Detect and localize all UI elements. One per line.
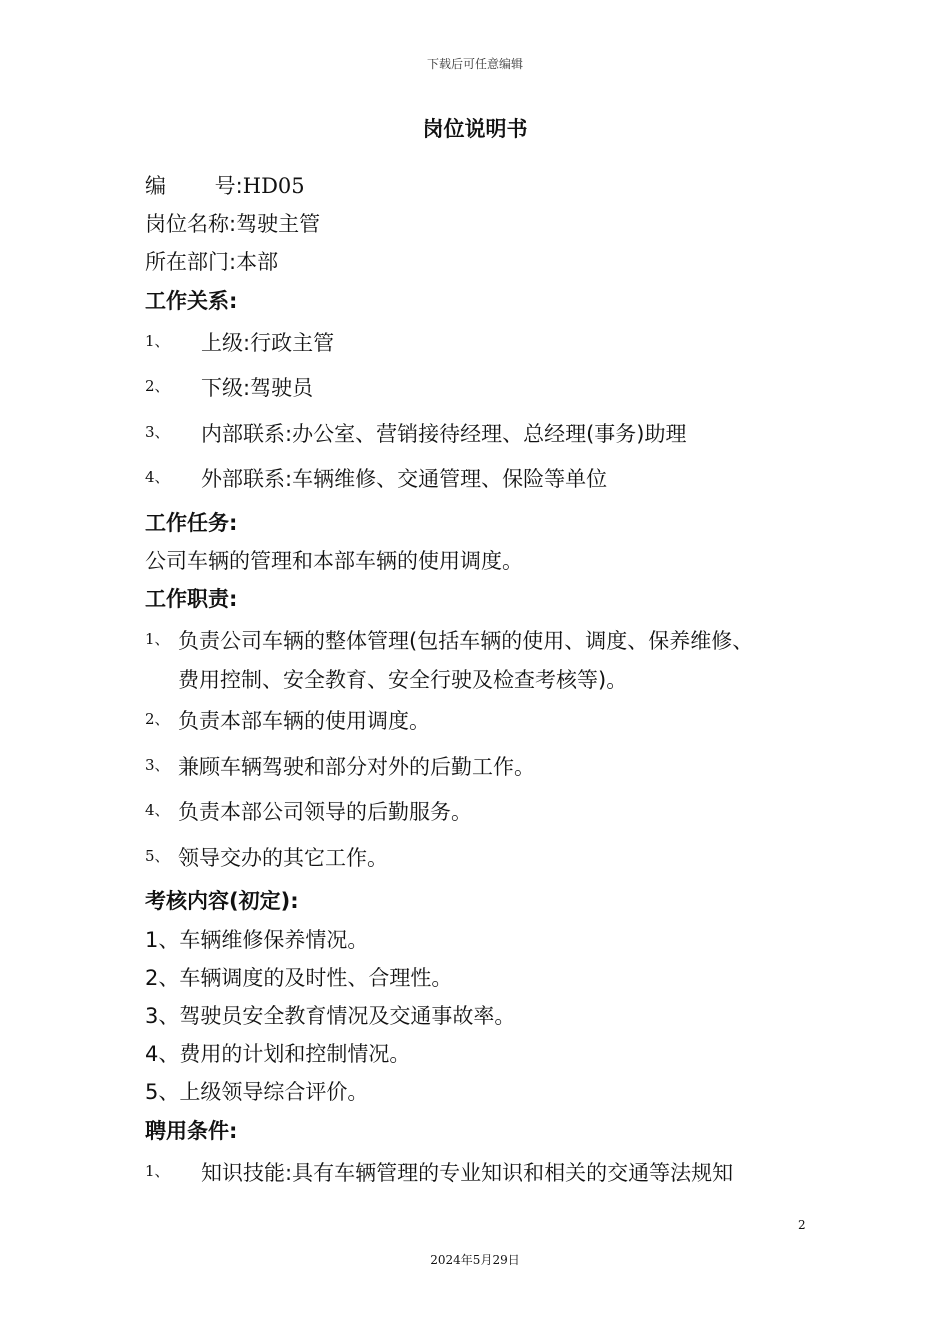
duties-heading: 工作职责: bbox=[145, 587, 238, 611]
duty-item bbox=[145, 705, 430, 733]
department-line: 所在部门:本部 bbox=[145, 250, 279, 274]
position-line: 岗位名称:驾驶主管 bbox=[145, 212, 321, 236]
task-text: 公司车辆的管理和本部车辆的使用调度。 bbox=[145, 549, 523, 573]
task-heading: 工作任务: bbox=[145, 511, 238, 535]
duty-item-number: 3、 bbox=[145, 756, 170, 774]
condition-item-number: 1、 bbox=[145, 1162, 170, 1180]
assessment-item: 3、驾驶员安全教育情况及交通事故率。 bbox=[145, 1004, 516, 1028]
assessment-item: 2、车辆调度的及时性、合理性。 bbox=[145, 966, 453, 990]
duty-item-number: 2、 bbox=[145, 710, 170, 728]
relation-item bbox=[145, 463, 608, 491]
assessment-item: 4、费用的计划和控制情况。 bbox=[145, 1042, 411, 1066]
duty-item bbox=[145, 751, 535, 779]
code-line bbox=[145, 170, 305, 200]
relation-item bbox=[145, 327, 335, 355]
duty-item bbox=[145, 842, 388, 870]
code-label: 编 号: bbox=[145, 174, 243, 198]
relation-item-text: 外部联系:车辆维修、交通管理、保险等单位 bbox=[201, 467, 608, 491]
relations-heading: 工作关系: bbox=[145, 289, 238, 313]
relation-item-number: 2、 bbox=[145, 377, 170, 395]
condition-item-text: 知识技能:具有车辆管理的专业知识和相关的交通等法规知 bbox=[201, 1161, 734, 1185]
page-title: 岗位说明书 bbox=[422, 117, 528, 141]
duty-item-number: 4、 bbox=[145, 801, 170, 819]
duty-item-text: 负责公司车辆的整体管理(包括车辆的使用、调度、保养维修、 bbox=[178, 629, 754, 653]
assessment-heading: 考核内容(初定): bbox=[145, 889, 299, 913]
relation-item-text: 下级:驾驶员 bbox=[201, 376, 314, 400]
page-header: 下载后可任意编辑 bbox=[426, 57, 523, 71]
assessment-item: 5、上级领导综合评价。 bbox=[145, 1080, 369, 1104]
relation-item-number: 4、 bbox=[145, 468, 170, 486]
assessment-item: 1、车辆维修保养情况。 bbox=[145, 928, 369, 952]
duty-item bbox=[145, 796, 472, 824]
relation-item-number: 3、 bbox=[145, 423, 170, 441]
duty-item-text: 兼顾车辆驾驶和部分对外的后勤工作。 bbox=[178, 755, 535, 779]
relation-item-number: 1、 bbox=[145, 332, 170, 350]
relation-item bbox=[145, 372, 314, 400]
conditions-heading: 聘用条件: bbox=[145, 1119, 238, 1143]
relation-item bbox=[145, 418, 687, 446]
condition-item bbox=[145, 1157, 734, 1185]
page-footer-date: 2024年5月29日 bbox=[430, 1253, 520, 1267]
duty-item-number: 1、 bbox=[145, 630, 170, 648]
duty-item-text: 负责本部车辆的使用调度。 bbox=[178, 709, 430, 733]
page-number: 2 bbox=[798, 1218, 806, 1232]
relation-item-text: 上级:行政主管 bbox=[201, 331, 335, 355]
duty-item bbox=[145, 625, 754, 653]
duty-item-text: 负责本部公司领导的后勤服务。 bbox=[178, 800, 472, 824]
duty-item-continuation: 费用控制、安全教育、安全行驶及检查考核等)。 bbox=[178, 668, 628, 692]
code-value: HD05 bbox=[242, 174, 305, 198]
duty-item-text: 领导交办的其它工作。 bbox=[178, 846, 388, 870]
relation-item-text: 内部联系:办公室、营销接待经理、总经理(事务)助理 bbox=[201, 422, 687, 446]
duty-item-number: 5、 bbox=[145, 847, 170, 865]
